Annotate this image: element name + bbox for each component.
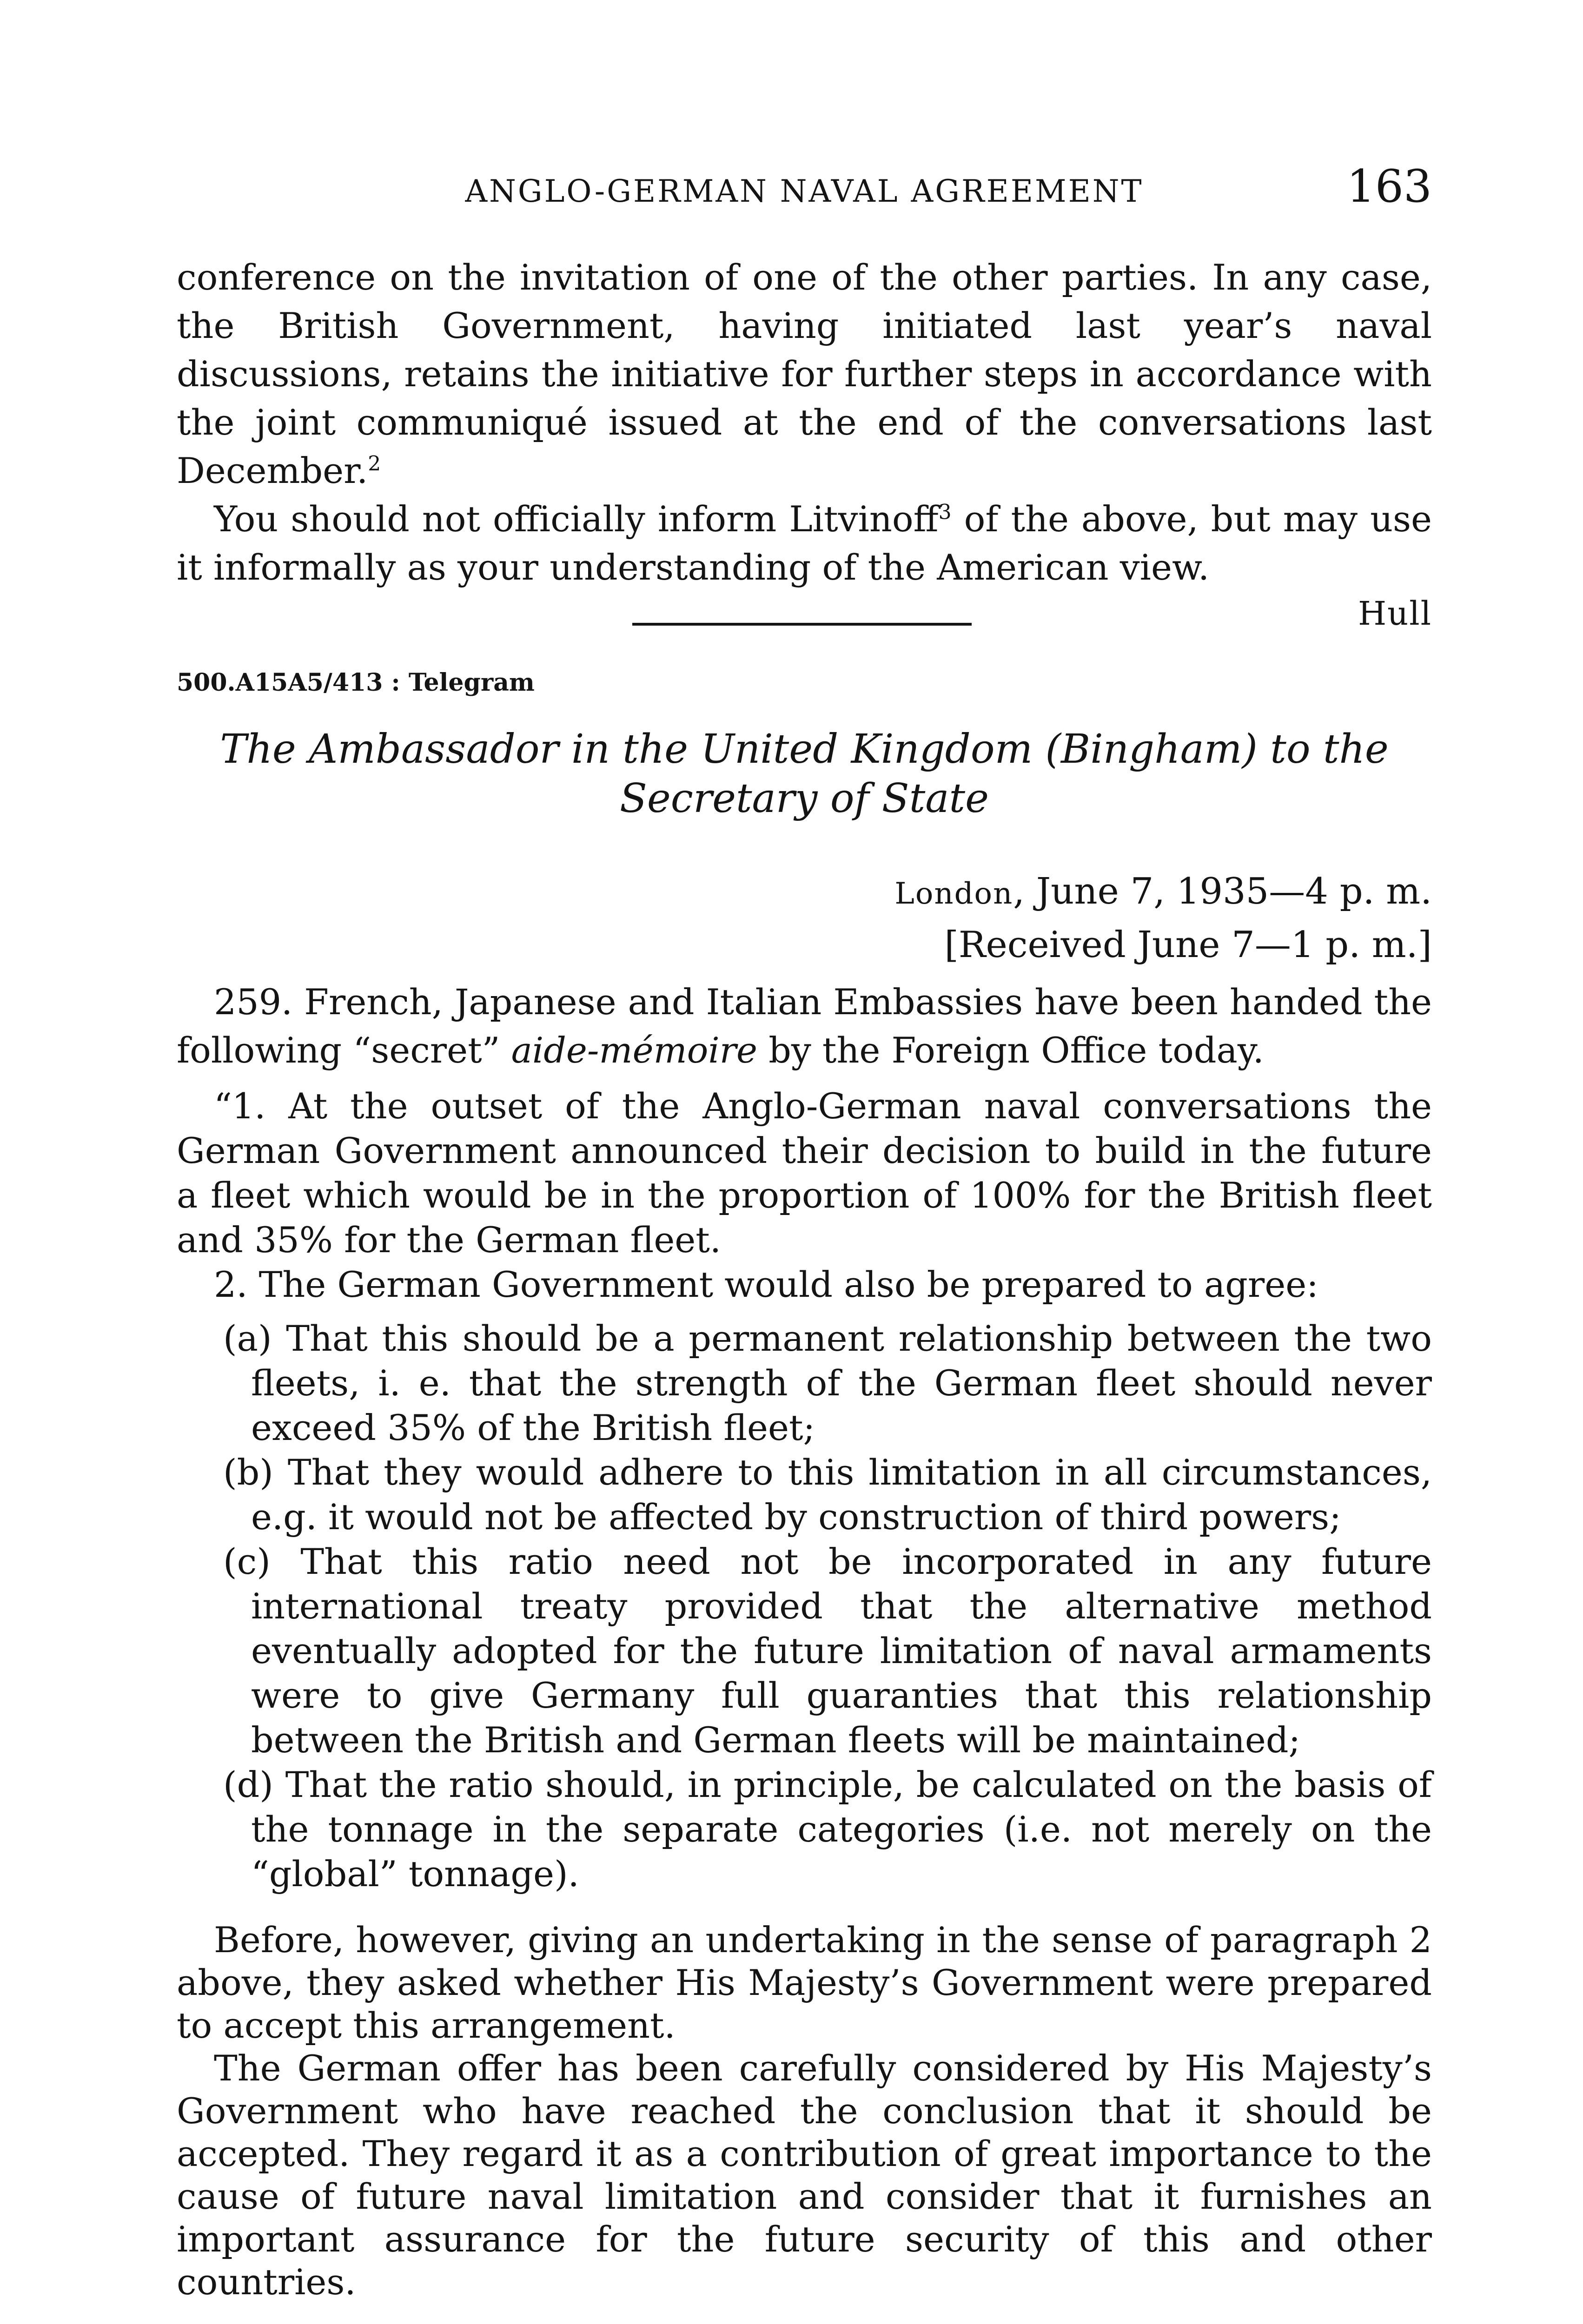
dateline-block bbox=[177, 866, 1432, 971]
document-title: The Ambassador in the United Kingdom (Bingham) to the Secretary of State bbox=[220, 726, 1389, 822]
sub-item-a: (a) That this should be a permanent relationship between the two fleets, i. e. that the strength of the German fleet should never exceed 35% of the British fleet; bbox=[223, 1318, 1432, 1448]
paragraph-german-offer: The German offer has been carefully considered by His Majesty’s Government who have reached the conclusion that it should be accepted. They regard it as a contribution of great importance to the cause of future naval limitation and consider that it furnishes an important assurance for the future security of this and other countries. bbox=[177, 2047, 1432, 2303]
signature-hull: Hull bbox=[1358, 594, 1432, 633]
page-number: 163 bbox=[1346, 160, 1432, 212]
paragraph-conference: conference on the invitation of one of the other parties. In any case, the British Government, having initiated last year’s naval discussions, retains the initiative for further steps in accordance with the joint communiqué issued at the end of the conversations last December.$^2$ bbox=[177, 257, 1432, 491]
dateline: London, June 7, 1935—4 p. m. bbox=[894, 871, 1432, 912]
paragraph-before-however: Before, however, giving an undertaking in the sense of paragraph 2 above, they asked whether His Majesty’s Government were prepared to accept this arrangement. bbox=[177, 1919, 1432, 2046]
file-reference: 500.A15A5/413 : Telegram bbox=[177, 668, 535, 697]
paragraph-point-1: “1. At the outset of the Anglo-German naval conversations the German Government announced their decision to build in the future a fleet which would be in the proportion of 100% for the British fleet and 35% for the German fleet. bbox=[177, 1085, 1432, 1261]
previous-document-text bbox=[177, 253, 1432, 633]
paragraph-intro: 259. French, Japanese and Italian Embassies have been handed the following “secret” aide-mémoire by the Foreign Office today. bbox=[177, 981, 1432, 1071]
section-divider bbox=[632, 623, 972, 626]
sub-items-list bbox=[177, 1316, 1432, 1896]
running-title: ANGLO-GERMAN NAVAL AGREEMENT bbox=[465, 173, 1144, 209]
footnote-mark-2: 2 bbox=[368, 452, 381, 476]
footnote-mark-3: 3 bbox=[938, 500, 952, 524]
sub-item-b: (b) That they would adhere to this limitation in all circumstances, e.g. it would not be affected by construction of third powers; bbox=[223, 1452, 1432, 1538]
page-header bbox=[177, 160, 1432, 211]
received-line: [Received June 7—1 p. m.] bbox=[944, 924, 1432, 966]
sub-item-c: (c) That this ratio need not be incorporated in any future international treaty provided that the alternative method eventually adopted for the future limitation of naval armaments were to give Germany full guaranties that this relationship between the British and German fleets will be maintained; bbox=[223, 1541, 1432, 1761]
sub-item-d: (d) That the ratio should, in principle, be calculated on the basis of the tonnage in the separate categories (i.e. not merely on the “global” tonnage). bbox=[223, 1764, 1432, 1895]
telegram-document bbox=[177, 668, 1432, 2304]
paragraph-litvinoff: You should not officially inform Litvinoff$^3$ of the above, but may use it informally as your understanding of the American view. bbox=[177, 498, 1432, 588]
paragraph-point-2: 2. The German Government would also be prepared to agree: bbox=[214, 1264, 1318, 1305]
